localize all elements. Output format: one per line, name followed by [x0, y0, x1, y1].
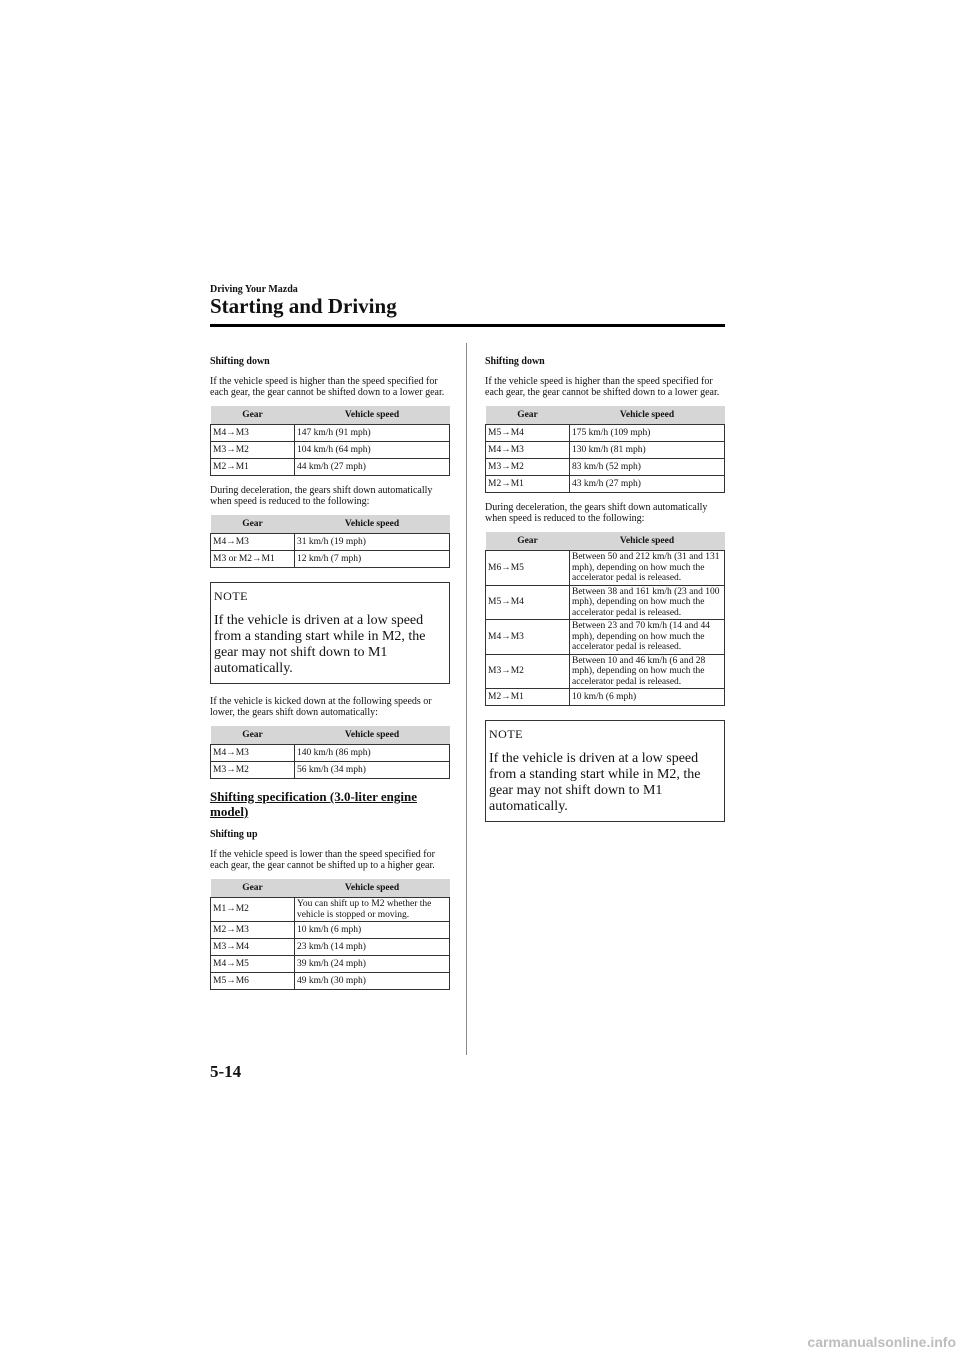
- table-header-gear: Gear: [211, 406, 295, 425]
- table-row: [211, 762, 450, 779]
- speed-cell: 23 km/h (14 mph): [295, 939, 450, 956]
- speed-cell: 31 km/h (19 mph): [295, 534, 450, 551]
- gear-cell: M4→M3: [486, 442, 570, 459]
- table-row: [211, 551, 450, 568]
- table-row: [486, 551, 725, 586]
- watermark: carmanualsonline.info: [807, 1334, 956, 1350]
- speed-cell: Between 50 and 212 km/h (31 and 131 mph), depending on how much the accelerator pedal is released.: [570, 551, 725, 586]
- right-column: [485, 356, 725, 834]
- table-row: [211, 459, 450, 476]
- speed-cell: 147 km/h (91 mph): [295, 425, 450, 442]
- table-header-gear: Gear: [486, 532, 570, 551]
- shift-down-table: [485, 406, 725, 493]
- gear-cell: M2→M3: [211, 922, 295, 939]
- table-header-gear: Gear: [211, 879, 295, 898]
- table-row: [211, 534, 450, 551]
- gear-cell: M3 or M2→M1: [211, 551, 295, 568]
- shift-up-table: [210, 879, 450, 990]
- table-header-speed: Vehicle speed: [570, 532, 725, 551]
- note-text: If the vehicle is driven at a low speed from a standing start while in M2, the gear may not shift down to M1 automatically.: [489, 751, 701, 814]
- speed-cell: 56 km/h (34 mph): [295, 762, 450, 779]
- gear-cell: M2→M1: [486, 476, 570, 493]
- speed-cell: Between 10 and 46 km/h (6 and 28 mph), depending on how much the accelerator pedal is released.: [570, 654, 725, 689]
- deceleration-text: During deceleration, the gears shift down automatically when speed is reduced to the following:: [485, 502, 708, 524]
- gear-cell: M3→M2: [486, 654, 570, 689]
- table-row: [211, 973, 450, 990]
- kickdown-table: [210, 726, 450, 779]
- table-header-gear: Gear: [486, 406, 570, 425]
- gear-cell: M6→M5: [486, 551, 570, 586]
- table-row: [486, 654, 725, 689]
- table-header-speed: Vehicle speed: [295, 726, 450, 745]
- gear-cell: M4→M3: [211, 534, 295, 551]
- table-row: [486, 442, 725, 459]
- gear-cell: M1→M2: [211, 898, 295, 922]
- table-header-gear: Gear: [211, 726, 295, 745]
- deceleration-table: [210, 515, 450, 568]
- speed-cell: 10 km/h (6 mph): [570, 689, 725, 706]
- speed-cell: Between 23 and 70 km/h (14 and 44 mph), depending on how much the accelerator pedal is released.: [570, 620, 725, 655]
- gear-cell: M2→M1: [486, 689, 570, 706]
- header-rule: [210, 324, 725, 327]
- gear-cell: M5→M4: [486, 425, 570, 442]
- shift-down-table: [210, 406, 450, 476]
- table-header-speed: Vehicle speed: [295, 879, 450, 898]
- column-divider: [466, 343, 467, 1055]
- deceleration-text: During deceleration, the gears shift down automatically when speed is reduced to the following:: [210, 485, 433, 507]
- gear-cell: M4→M3: [486, 620, 570, 655]
- table-row: [211, 425, 450, 442]
- section-label: Driving Your Mazda: [210, 284, 298, 295]
- speed-cell: 104 km/h (64 mph): [295, 442, 450, 459]
- note-box: [485, 720, 725, 822]
- left-column: [210, 356, 450, 999]
- shift-down-text: If the vehicle speed is higher than the speed specified for each gear, the gear cannot be shifted down to a lower gear.: [485, 376, 720, 398]
- table-row: [211, 442, 450, 459]
- speed-cell: 175 km/h (109 mph): [570, 425, 725, 442]
- speed-cell: 140 km/h (86 mph): [295, 745, 450, 762]
- shift-down-heading: Shifting down: [210, 356, 270, 367]
- table-row: [486, 620, 725, 655]
- speed-cell: You can shift up to M2 whether the vehicle is stopped or moving.: [295, 898, 450, 922]
- gear-cell: M3→M4: [211, 939, 295, 956]
- gear-cell: M5→M6: [211, 973, 295, 990]
- kickdown-text: If the vehicle is kicked down at the following speeds or lower, the gears shift down automatically:: [210, 696, 432, 718]
- table-row: [486, 476, 725, 493]
- gear-cell: M4→M5: [211, 956, 295, 973]
- page-title: Starting and Driving: [210, 294, 397, 318]
- gear-cell: M5→M4: [486, 585, 570, 620]
- shift-up-heading: Shifting up: [210, 829, 258, 840]
- gear-cell: M4→M3: [211, 425, 295, 442]
- speed-cell: 83 km/h (52 mph): [570, 459, 725, 476]
- speed-cell: 49 km/h (30 mph): [295, 973, 450, 990]
- gear-cell: M3→M2: [211, 442, 295, 459]
- table-row: [486, 459, 725, 476]
- gear-cell: M3→M2: [486, 459, 570, 476]
- note-box: [210, 582, 450, 684]
- table-row: [211, 745, 450, 762]
- table-header-gear: Gear: [211, 515, 295, 534]
- table-row: [211, 956, 450, 973]
- speed-cell: 43 km/h (27 mph): [570, 476, 725, 493]
- speed-cell: 130 km/h (81 mph): [570, 442, 725, 459]
- table-row: [486, 425, 725, 442]
- gear-cell: M3→M2: [211, 762, 295, 779]
- table-row: [486, 585, 725, 620]
- section-heading: Shifting specification (3.0-liter engine model): [210, 789, 418, 819]
- gear-cell: M4→M3: [211, 745, 295, 762]
- table-row: [211, 898, 450, 922]
- table-header-speed: Vehicle speed: [295, 406, 450, 425]
- shift-down-heading: Shifting down: [485, 356, 545, 367]
- shift-down-text: If the vehicle speed is higher than the speed specified for each gear, the gear cannot be shifted down to a lower gear.: [210, 376, 445, 398]
- gear-cell: M2→M1: [211, 459, 295, 476]
- deceleration-table: [485, 532, 725, 706]
- table-row: [211, 922, 450, 939]
- note-heading: NOTE: [489, 727, 523, 741]
- table-header-speed: Vehicle speed: [295, 515, 450, 534]
- note-heading: NOTE: [214, 589, 248, 603]
- table-row: [211, 939, 450, 956]
- table-row: [486, 689, 725, 706]
- page-number: 5-14: [210, 1062, 242, 1081]
- speed-cell: 12 km/h (7 mph): [295, 551, 450, 568]
- speed-cell: 44 km/h (27 mph): [295, 459, 450, 476]
- speed-cell: 39 km/h (24 mph): [295, 956, 450, 973]
- speed-cell: Between 38 and 161 km/h (23 and 100 mph), depending on how much the accelerator pedal is released.: [570, 585, 725, 620]
- shift-up-text: If the vehicle speed is lower than the speed specified for each gear, the gear cannot be shifted up to a higher gear.: [210, 849, 435, 871]
- note-text: If the vehicle is driven at a low speed from a standing start while in M2, the gear may not shift down to M1 automatically.: [214, 613, 426, 676]
- speed-cell: 10 km/h (6 mph): [295, 922, 450, 939]
- table-header-speed: Vehicle speed: [570, 406, 725, 425]
